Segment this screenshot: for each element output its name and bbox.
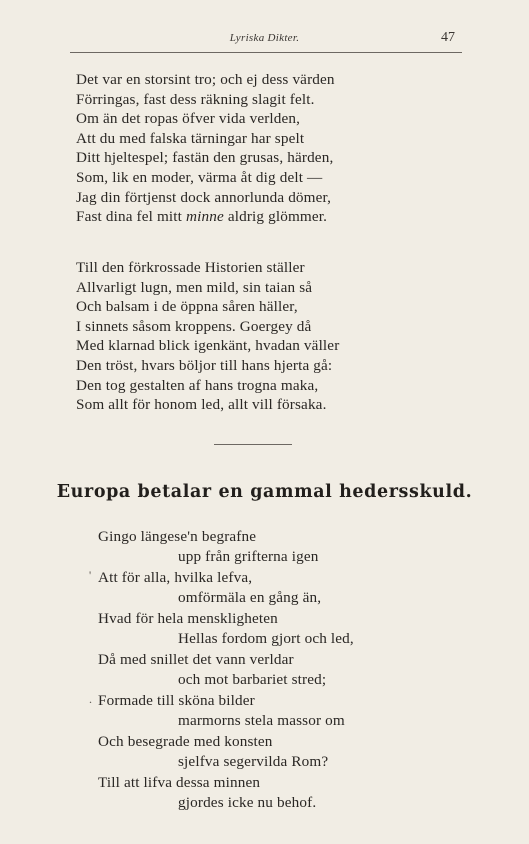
verse-line: Formade till sköna bilder (98, 692, 255, 709)
verse-line: och mot barbariet stred; (178, 671, 327, 688)
verse-line: marmorns stela massor om (178, 712, 345, 729)
verse-line: Hellas fordom gjort och led, (178, 630, 354, 647)
header-rule (70, 52, 462, 53)
section-divider (214, 444, 292, 445)
verse-line: Allvarligt lugn, men mild, sin taian så (76, 278, 313, 296)
running-title: Lyriska Dikter. (229, 32, 300, 44)
verse-line (76, 207, 335, 227)
verse-line: Då med snillet det vann verldar (98, 651, 294, 668)
stanza-2 (76, 258, 339, 415)
verse-line: Det var en storsint tro; och ej dess värden (76, 71, 335, 88)
verse-line: upp från grifterna igen (178, 548, 319, 565)
margin-mark: . (89, 692, 92, 706)
emphasized-word: minne (186, 208, 224, 226)
verse-line: sjelfva segervilda Rom? (178, 753, 329, 770)
verse-text: Fast dina fel mitt (76, 208, 186, 226)
verse-line: Och balsam i de öppna såren häller, (76, 298, 298, 316)
verse-line: Gingo längese'n begrafne (98, 528, 257, 545)
verse-line: Förringas, fast dess räkning slagit felt. (76, 90, 315, 108)
verse-line: Till att lifva dessa minnen (98, 774, 261, 791)
verse-line: I sinnets såsom kroppens. Goergey då (76, 317, 312, 335)
verse-line: Som, lik en moder, värma åt dig delt — (76, 168, 323, 186)
verse-line: Om än det ropas öfver vida verlden, (76, 110, 301, 128)
verse-line: gjordes icke nu behof. (178, 794, 317, 811)
verse-line: Till den förkrossade Historien ställer (76, 259, 305, 276)
running-head (0, 30, 529, 48)
verse-line: Att för alla, hvilka lefva, (98, 569, 253, 586)
verse-line: Den tog gestalten af hans trogna maka, (76, 376, 319, 394)
verse-line: Som allt för honom led, allt vill försaka. (76, 396, 327, 414)
verse-line: Ditt hjeltespel; fastän den grusas, härden, (76, 149, 334, 167)
verse-line: Och besegrade med konsten (98, 733, 273, 750)
verse-line: Den tröst, hvars böljor till hans hjerta gå: (76, 356, 333, 374)
verse-line: Jag din förtjenst dock annorlunda dömer, (76, 188, 332, 206)
poem-title: Europa betalar en gammal hedersskuld. (56, 482, 473, 502)
verse-text: aldrig glömmer. (223, 208, 328, 226)
verse-line: Att du med falska tärningar har spelt (76, 129, 305, 147)
verse-line: Hvad för hela menskligheten (98, 610, 278, 627)
margin-mark: ' (89, 568, 92, 582)
stanza-1 (76, 70, 335, 227)
verse-line: omförmäla en gång än, (178, 589, 322, 606)
page-number: 47 (441, 30, 455, 45)
verse-line: Med klarnad blick igenkänt, hvadan väller (76, 337, 340, 355)
